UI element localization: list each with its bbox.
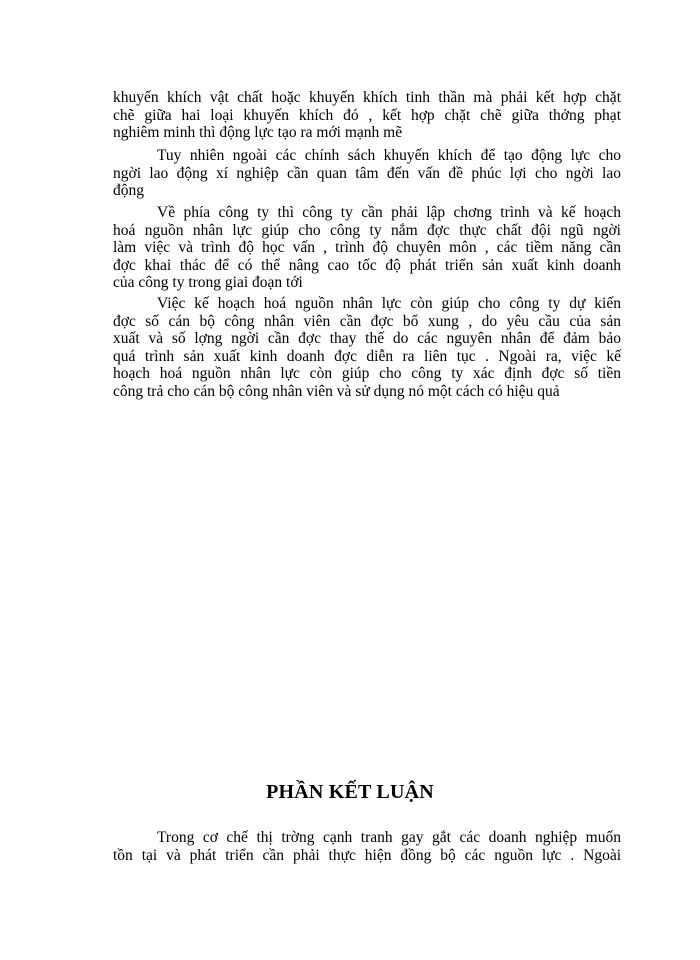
paragraph-4	[113, 295, 621, 400]
text-line: hoạch hoá nguồn nhân lực còn giúp cho công ty xác định đợc số tiền	[113, 365, 621, 382]
text-line: Trong cơ chế thị trờng cạnh tranh gay gắt các doanh nghiệp muốn	[157, 829, 621, 846]
text-line: Về phía công ty thì công ty cần phải lập chơng trình và kế hoạch	[157, 204, 621, 221]
text-line: Việc kế hoạch hoá nguồn nhân lực còn giúp cho công ty dự kiến	[157, 295, 621, 312]
text-line: đợc khai thác để có thể nâng cao tốc độ phát triển sản xuất kinh doanh	[113, 256, 621, 274]
conclusion-paragraph	[113, 829, 621, 864]
text-line: của công ty trong giai đoạn tới	[113, 274, 303, 291]
text-line: chẽ giữa hai loại khuyến khích đó , kết hợp chặt chẽ giữa thởng phạt	[113, 106, 621, 124]
text-line: động	[113, 182, 144, 199]
text-line: ngời lao động xí nghiệp cần quan tâm đến vấn đề phúc lợi cho ngời lao	[113, 164, 621, 182]
text-line: làm việc và trình độ học vấn , trình độ chuyên môn , các tiềm năng cần	[113, 239, 621, 256]
text-line: khuyến khích vật chất hoặc khuyến khích tinh thần mà phải kết hợp chặt	[113, 89, 621, 106]
section-heading: PHẦN KẾT LUẬN	[266, 781, 434, 803]
text-line: xuất và số lợng ngời cần đợc thay thế do các nguyên nhân để đảm bảo	[113, 330, 621, 347]
text-line: hoá nguồn nhân lực giúp cho công ty nắm đợc thực chất đội ngũ ngời	[113, 221, 621, 239]
text-line: đợc số cán bộ công nhân viên cần đợc bổ xung , do yêu cầu của sản	[113, 312, 621, 330]
text-line: Tuy nhiên ngoài các chính sách khuyến khích để tạo động lực cho	[157, 147, 621, 164]
text-line: công trả cho cán bộ công nhân viên và sử dụng nó một cách có hiệu quả	[113, 382, 560, 400]
paragraph-3	[113, 204, 621, 292]
text-line: nghiêm minh thì động lực tạo ra mới mạnh mẽ	[113, 124, 403, 141]
paragraph-2	[113, 147, 621, 200]
text-line: quá trình sản xuất kinh doanh đợc diễn ra liên tục . Ngoài ra, việc kế	[113, 347, 621, 365]
paragraph-1	[113, 89, 621, 142]
text-line: tồn tại và phát triển cần phải thực hiện đồng bộ các nguồn lực . Ngoài	[113, 846, 621, 864]
